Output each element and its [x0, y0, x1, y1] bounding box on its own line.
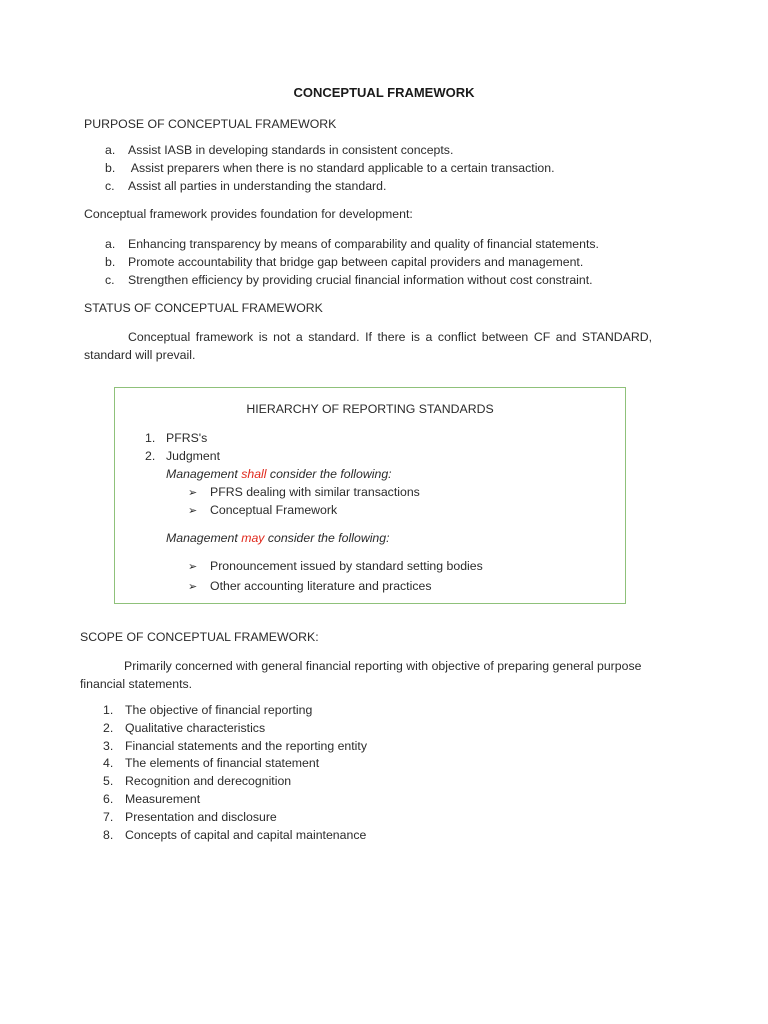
- hierarchy-box: [114, 387, 626, 604]
- scope-list: [103, 702, 367, 844]
- purpose-list: [105, 141, 555, 195]
- list-item: 6. Measurement: [103, 791, 201, 806]
- scope-line-1: Primarily concerned with general financial reporting with objective of preparing general purpose: [124, 659, 642, 673]
- list-item: 5. Recognition and derecognition: [103, 774, 292, 789]
- scope-paragraph: [80, 657, 660, 693]
- list-item: 7. Presentation and disclosure: [103, 809, 277, 824]
- status-heading: STATUS OF CONCEPTUAL FRAMEWORK: [84, 301, 323, 315]
- list-item: a. Enhancing transparency by means of comparability and quality of financial statements.: [105, 237, 599, 251]
- list-item: 4. The elements of financial statement: [103, 756, 320, 771]
- list-item: c. Assist all parties in understanding the standard.: [105, 179, 387, 193]
- arrow-bullet-icon: ➢: [188, 581, 198, 593]
- shall-item: ➢ PFRS dealing with similar transactions: [188, 483, 420, 501]
- list-item: b. Assist preparers when there is no standard applicable to a certain transaction.: [105, 161, 555, 175]
- hierarchy-item-1: 1. PFRS's: [145, 431, 208, 445]
- list-item: a. Assist IASB in developing standards in consistent concepts.: [105, 143, 454, 157]
- list-item: b. Promote accountability that bridge gap between capital providers and management.: [105, 255, 584, 269]
- hierarchy-item-2: 2. Judgment: [145, 449, 221, 463]
- may-heading: Management may consider the following:: [166, 531, 390, 545]
- arrow-bullet-icon: ➢: [188, 561, 198, 573]
- list-item: 2. Qualitative characteristics: [103, 720, 266, 735]
- shall-heading: Management shall consider the following:: [166, 467, 392, 481]
- may-item: ➢ Other accounting literature and practices: [188, 577, 431, 595]
- foundation-list: [105, 235, 599, 289]
- may-item: ➢ Pronouncement issued by standard setting bodies: [188, 557, 483, 575]
- list-item: 8. Concepts of capital and capital maintenance: [103, 827, 367, 842]
- status-line-1: Conceptual framework is not a standard. If there is a conflict between CF and STANDARD,: [128, 330, 652, 344]
- scope-heading: SCOPE OF CONCEPTUAL FRAMEWORK:: [80, 630, 319, 644]
- document-title: CONCEPTUAL FRAMEWORK: [293, 85, 475, 100]
- list-item: c. Strengthen efficiency by providing crucial financial information without cost constraint.: [105, 273, 593, 287]
- list-item: 3. Financial statements and the reporting entity: [103, 738, 367, 753]
- foundation-intro: Conceptual framework provides foundation for development:: [84, 207, 413, 221]
- purpose-heading: PURPOSE OF CONCEPTUAL FRAMEWORK: [84, 117, 337, 131]
- arrow-bullet-icon: ➢: [188, 505, 198, 517]
- hierarchy-title: HIERARCHY OF REPORTING STANDARDS: [246, 402, 494, 416]
- arrow-bullet-icon: ➢: [188, 487, 198, 499]
- status-paragraph: [84, 328, 652, 364]
- list-item: 1. The objective of financial reporting: [103, 703, 313, 717]
- shall-item: ➢ Conceptual Framework: [188, 501, 337, 519]
- scope-line-2: financial statements.: [80, 677, 193, 691]
- status-line-2: standard will prevail.: [84, 348, 196, 362]
